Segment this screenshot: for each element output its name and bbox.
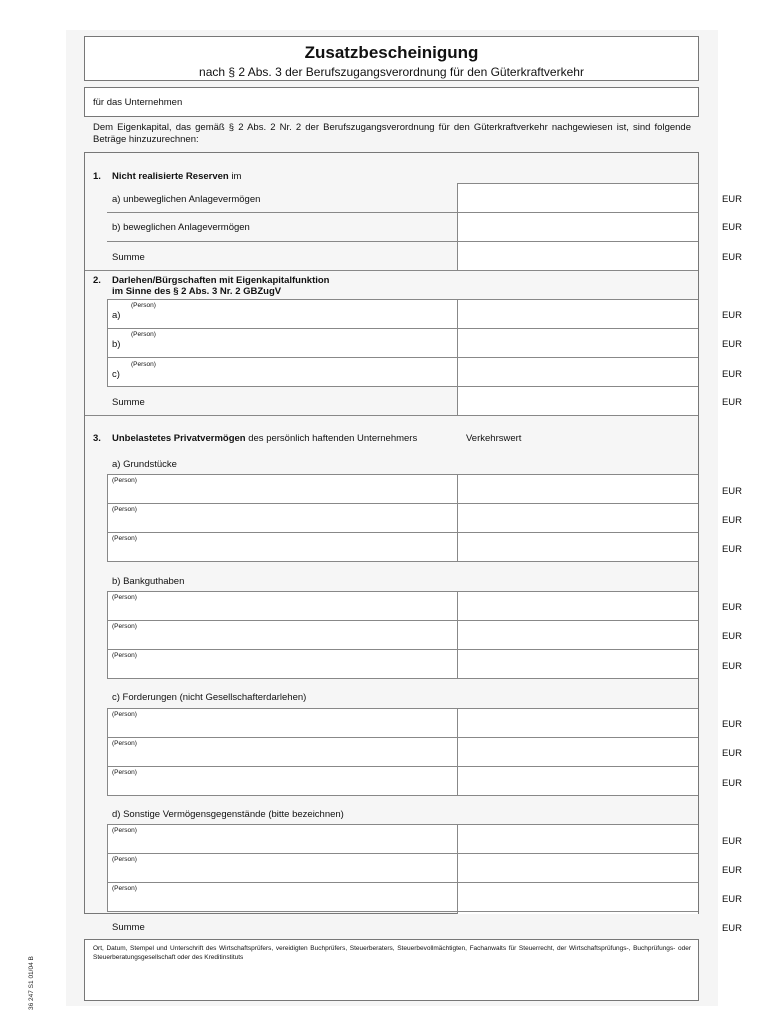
section3-c-row1-value-field[interactable] bbox=[457, 708, 698, 737]
section3-d-row2-currency: EUR bbox=[721, 865, 742, 876]
section3-a-row2-person-field[interactable] bbox=[107, 503, 457, 532]
section3-a-row3-currency: EUR bbox=[721, 544, 742, 555]
section3-c-row3-value-field[interactable] bbox=[457, 766, 698, 795]
section3-d-row1-person-field[interactable] bbox=[107, 824, 457, 853]
section3-c-row1-currency: EUR bbox=[721, 719, 742, 730]
section2-c-person-field[interactable] bbox=[107, 357, 457, 386]
section2-b-currency: EUR bbox=[721, 339, 742, 350]
section1-a-label: a) unbeweglichen Anlagevermögen bbox=[112, 194, 261, 205]
section3-b-row1-currency: EUR bbox=[721, 602, 742, 613]
section3-c-row1-person-field[interactable] bbox=[107, 708, 457, 737]
section3-b-row2-currency: EUR bbox=[721, 631, 742, 642]
section3-b-row3-value-field[interactable] bbox=[457, 649, 698, 678]
section3-title-suffix: des persönlich haftenden Unternehmers bbox=[248, 433, 418, 444]
section3-d-row2-value-field[interactable] bbox=[457, 853, 698, 882]
section3-b-row1-value-field[interactable] bbox=[457, 591, 698, 620]
section3-b-row2-value-field[interactable] bbox=[457, 620, 698, 649]
section2-sum-currency: EUR bbox=[721, 397, 742, 408]
section2-c-value-field[interactable] bbox=[457, 357, 698, 386]
section2-a-currency: EUR bbox=[721, 310, 742, 321]
section3-c-row2-person-field[interactable] bbox=[107, 737, 457, 766]
section3-d-row2-person-field[interactable] bbox=[107, 853, 457, 882]
section3-sum-label: Summe bbox=[112, 922, 145, 933]
section3-b-row2-person-hint: (Person) bbox=[112, 623, 137, 630]
section3-d-row3-person-hint: (Person) bbox=[112, 885, 137, 892]
section3-b-row2-person-field[interactable] bbox=[107, 620, 457, 649]
section2-a-label: a) bbox=[112, 310, 121, 321]
company-field[interactable] bbox=[84, 87, 699, 117]
section3-a-row2-value-field[interactable] bbox=[457, 503, 698, 532]
section3-d-row1-value-field[interactable] bbox=[457, 824, 698, 853]
section2-heading bbox=[112, 275, 329, 297]
section1-sum-value-field[interactable] bbox=[457, 241, 698, 270]
section2-a-person-field[interactable] bbox=[107, 299, 457, 328]
section3-c-row1-person-hint: (Person) bbox=[112, 711, 137, 718]
section1-heading bbox=[112, 171, 241, 182]
section3-a-row1-value-field[interactable] bbox=[457, 474, 698, 503]
section3-b-label: b) Bankguthaben bbox=[112, 576, 185, 587]
section3-c-row3-currency: EUR bbox=[721, 778, 742, 789]
section3-a-row3-person-field[interactable] bbox=[107, 532, 457, 561]
section2-c-person-hint: (Person) bbox=[131, 361, 156, 368]
section3-a-label: a) Grundstücke bbox=[112, 459, 177, 470]
section2-sum-label: Summe bbox=[112, 397, 145, 408]
section1-title: Nicht realisierte Reserven bbox=[112, 171, 229, 182]
section2-b-label: b) bbox=[112, 339, 121, 350]
section3-d-label: d) Sonstige Vermögensgegenstände (bitte bezeichnen) bbox=[112, 809, 344, 820]
section3-a-row2-currency: EUR bbox=[721, 515, 742, 526]
section1-a-value-field[interactable] bbox=[457, 183, 698, 212]
section3-a-row1-person-hint: (Person) bbox=[112, 477, 137, 484]
section3-a-row3-person-hint: (Person) bbox=[112, 535, 137, 542]
section2-title-line2: im Sinne des § 2 Abs. 3 Nr. 2 GBZugV bbox=[112, 286, 282, 297]
section3-b-row3-person-hint: (Person) bbox=[112, 652, 137, 659]
company-label: für das Unternehmen bbox=[93, 97, 183, 108]
section2-c-label: c) bbox=[112, 369, 120, 380]
section1-sum-currency: EUR bbox=[721, 252, 742, 263]
section2-number: 2. bbox=[93, 275, 101, 286]
signature-label: Ort, Datum, Stempel und Unterschrift des Wirtschaftsprüfers, vereidigten Buchprüfers, Steuerberaters, Steuerbevollmächtigten, Fachanwalts für Steuerrecht, der Wirtschaftsprüfungs-, Buchprüfungs- oder Steuerberatungsgesellschaft oder des Kreditinstituts bbox=[93, 945, 691, 961]
section2-a-person-hint: (Person) bbox=[131, 302, 156, 309]
section3-b-row3-currency: EUR bbox=[721, 661, 742, 672]
section3-c-row2-currency: EUR bbox=[721, 748, 742, 759]
section2-sum-value-field[interactable] bbox=[457, 386, 698, 415]
section3-c-row3-person-hint: (Person) bbox=[112, 769, 137, 776]
section3-d-row3-currency: EUR bbox=[721, 894, 742, 905]
section2-c-currency: EUR bbox=[721, 369, 742, 380]
section3-value-label: Verkehrswert bbox=[466, 433, 522, 444]
section3-a-row1-person-field[interactable] bbox=[107, 474, 457, 503]
section3-c-row3-person-field[interactable] bbox=[107, 766, 457, 795]
section3-a-row3-value-field[interactable] bbox=[457, 532, 698, 561]
section2-b-person-hint: (Person) bbox=[131, 331, 156, 338]
section3-d-row1-person-hint: (Person) bbox=[112, 827, 137, 834]
section3-c-row2-person-hint: (Person) bbox=[112, 740, 137, 747]
section2-b-person-field[interactable] bbox=[107, 328, 457, 357]
intro-text: Dem Eigenkapital, das gemäß § 2 Abs. 2 Nr. 2 der Berufszugangsverordnung für den Güterkraftverkehr nachgewiesen ist, sind folgende Beträge hinzuzurechnen: bbox=[93, 122, 691, 145]
section3-b-row1-person-field[interactable] bbox=[107, 591, 457, 620]
section3-d-row1-currency: EUR bbox=[721, 836, 742, 847]
form-subtitle: nach § 2 Abs. 3 der Berufszugangsverordnung für den Güterkraftverkehr bbox=[199, 65, 584, 79]
signature-field[interactable] bbox=[84, 939, 699, 1001]
section1-sum-label: Summe bbox=[112, 252, 145, 263]
section3-title: Unbelastetes Privatvermögen bbox=[112, 433, 246, 444]
form-title: Zusatzbescheinigung bbox=[304, 43, 479, 62]
header-box bbox=[84, 36, 699, 81]
section1-number: 1. bbox=[93, 171, 101, 182]
form-code: 36 247 S1 01/04 B bbox=[28, 956, 35, 1010]
section3-heading bbox=[112, 433, 417, 444]
section1-b-currency: EUR bbox=[721, 222, 742, 233]
section3-c-label: c) Forderungen (nicht Gesellschafterdarlehen) bbox=[112, 692, 307, 703]
section3-d-row3-value-field[interactable] bbox=[457, 882, 698, 911]
section3-b-row1-person-hint: (Person) bbox=[112, 594, 137, 601]
section2-title-line1: Darlehen/Bürgschaften mit Eigenkapitalfunktion bbox=[112, 275, 330, 286]
section1-b-label: b) beweglichen Anlagevermögen bbox=[112, 222, 250, 233]
section2-a-value-field[interactable] bbox=[457, 299, 698, 328]
section3-d-row3-person-field[interactable] bbox=[107, 882, 457, 911]
section1-title-suffix: im bbox=[231, 171, 242, 182]
section2-b-value-field[interactable] bbox=[457, 328, 698, 357]
section1-b-value-field[interactable] bbox=[457, 212, 698, 241]
section3-c-row2-value-field[interactable] bbox=[457, 737, 698, 766]
section3-b-row3-person-field[interactable] bbox=[107, 649, 457, 678]
section1-a-currency: EUR bbox=[721, 194, 742, 205]
section3-d-row2-person-hint: (Person) bbox=[112, 856, 137, 863]
section3-a-row2-person-hint: (Person) bbox=[112, 506, 137, 513]
section3-a-row1-currency: EUR bbox=[721, 486, 742, 497]
section3-number: 3. bbox=[93, 433, 101, 444]
section3-sum-currency: EUR bbox=[721, 923, 742, 934]
